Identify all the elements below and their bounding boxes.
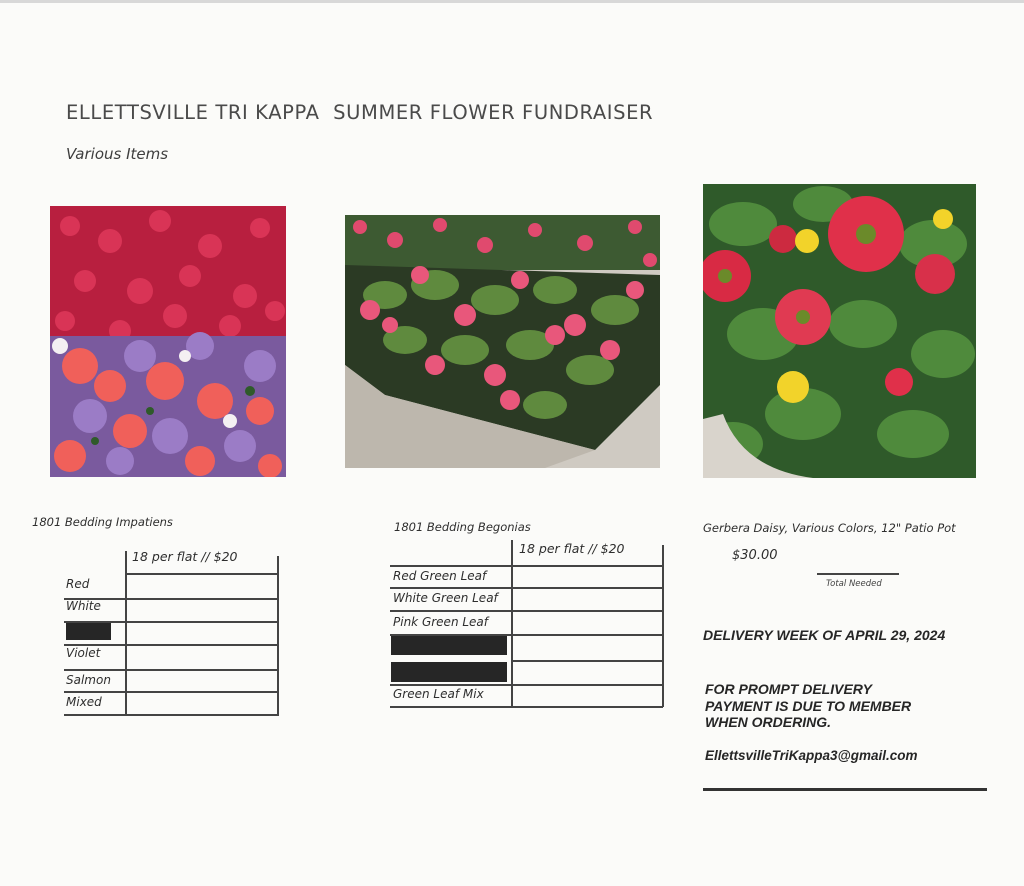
signature-line[interactable]: [703, 788, 987, 791]
payment-notice-line: WHEN ORDERING.: [705, 714, 831, 730]
impatiens-qty-red[interactable]: [127, 575, 276, 597]
impatiens-row-redacted: [66, 623, 111, 640]
impatiens-qty-salmon[interactable]: [127, 671, 276, 690]
total-needed-field[interactable]: [817, 573, 899, 575]
begonias-product-name: 1801 Bedding Begonias: [394, 520, 531, 534]
gerbera-product-name: Gerbera Daisy, Various Colors, 12" Patio Pot: [703, 521, 956, 535]
begonias-row-red-green-leaf: Red Green Leaf: [393, 569, 487, 583]
page-title: ELLETTSVILLE TRI KAPPA SUMMER FLOWER FUNDRAISER: [66, 101, 654, 124]
impatiens-row-salmon: Salmon: [66, 673, 111, 687]
impatiens-row-mixed: Mixed: [66, 695, 102, 709]
delivery-notice: DELIVERY WEEK OF APRIL 29, 2024: [703, 627, 946, 643]
impatiens-qty-white[interactable]: [127, 600, 276, 620]
gerbera-daisy-photo: [703, 184, 976, 478]
begonias-row-green-leaf-mix: Green Leaf Mix: [393, 687, 484, 701]
begonias-qty-white-green-leaf[interactable]: [513, 589, 661, 609]
begonias-qty-redacted-1[interactable]: [513, 636, 661, 659]
impatiens-price-header: 18 per flat // $20: [132, 549, 238, 564]
impatiens-qty-violet[interactable]: [127, 646, 276, 668]
impatiens-row-red: Red: [66, 577, 90, 591]
begonias-qty-redacted-2[interactable]: [513, 662, 661, 683]
impatiens-row-violet: Violet: [66, 646, 101, 660]
payment-notice-line: FOR PROMPT DELIVERY: [705, 681, 872, 697]
impatiens-qty-mixed[interactable]: [127, 693, 276, 713]
begonias-row-redacted: [391, 662, 507, 682]
begonias-table-right-border: [662, 545, 664, 707]
begonias-row-rule: [390, 706, 663, 708]
impatiens-photo: [50, 206, 286, 477]
begonias-qty-red-green-leaf[interactable]: [513, 567, 661, 586]
begonias-photo: [345, 215, 660, 468]
begonias-row-pink-green-leaf: Pink Green Leaf: [393, 615, 489, 629]
payment-notice: [705, 681, 975, 731]
payment-notice-line: PAYMENT IS DUE TO MEMBER: [705, 697, 912, 714]
gerbera-price: $30.00: [732, 548, 778, 563]
impatiens-qty-redacted[interactable]: [127, 623, 276, 643]
begonias-row-white-green-leaf: White Green Leaf: [393, 591, 498, 605]
impatiens-product-name: 1801 Bedding Impatiens: [32, 515, 173, 529]
impatiens-row-rule: [64, 714, 278, 716]
contact-email[interactable]: EllettsvilleTriKappa3@gmail.com: [705, 748, 918, 763]
page-subtitle: Various Items: [66, 145, 169, 163]
begonias-row-redacted: [391, 636, 507, 655]
scan-top-edge: [0, 0, 1024, 3]
begonias-price-header: 18 per flat // $20: [519, 541, 625, 556]
impatiens-row-white: White: [66, 599, 101, 613]
begonias-qty-pink-green-leaf[interactable]: [513, 612, 661, 633]
total-needed-label: Total Needed: [826, 579, 882, 589]
begonias-qty-green-leaf-mix[interactable]: [513, 686, 661, 705]
